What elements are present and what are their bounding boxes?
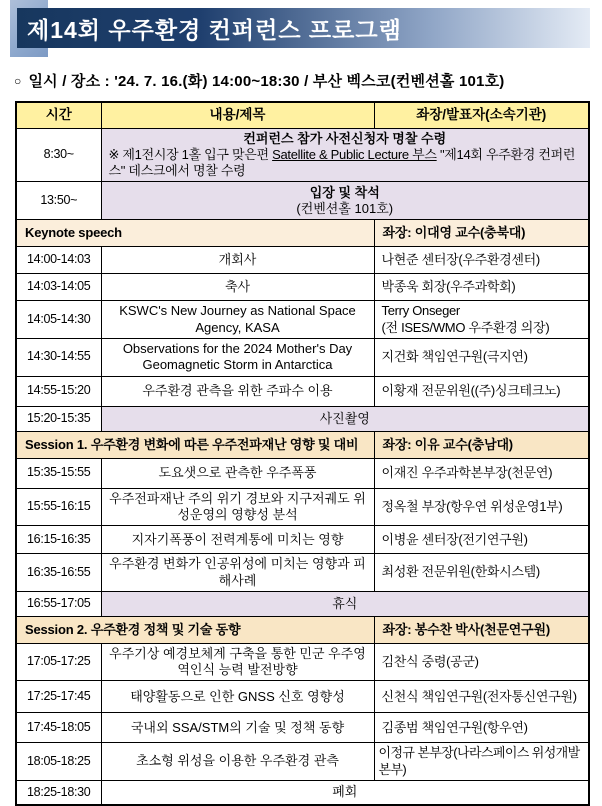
time-cell: 14:03-14:05 bbox=[16, 274, 101, 301]
time-cell: 17:45-18:05 bbox=[16, 713, 101, 743]
table-row bbox=[16, 681, 589, 713]
talk-title: 우주기상 예경보체계 구축을 통한 민군 우주영역인식 능력 발전방향 bbox=[101, 643, 374, 681]
talk-title: 지자기폭풍이 전력계통에 미치는 영향 bbox=[101, 526, 374, 554]
section-label: Session 2. 우주환경 정책 및 기술 동향 bbox=[16, 616, 374, 643]
section-row-keynote bbox=[16, 220, 589, 247]
time-cell: 15:20-15:35 bbox=[16, 406, 101, 431]
section-label: Keynote speech bbox=[16, 220, 374, 247]
speaker-cell: Terry Onseger (전 ISES/WMO 우주환경 의장) bbox=[374, 301, 589, 339]
speaker-cell: 김찬식 중령(공군) bbox=[374, 643, 589, 681]
table-row bbox=[16, 554, 589, 592]
speaker-cell: 최성환 전문위원(한화시스템) bbox=[374, 554, 589, 592]
talk-title: 태양활동으로 인한 GNSS 신호 영향성 bbox=[101, 681, 374, 713]
photo-session-cell: 사진촬영 bbox=[101, 406, 589, 431]
talk-title: 축사 bbox=[101, 274, 374, 301]
table-row bbox=[16, 247, 589, 274]
time-cell: 15:35-15:55 bbox=[16, 458, 101, 488]
time-cell: 16:15-16:35 bbox=[16, 526, 101, 554]
speaker-cell: 정옥철 부장(항우연 위성운영1부) bbox=[374, 488, 589, 526]
time-cell: 8:30~ bbox=[16, 128, 101, 182]
talk-title: 우주환경 변화가 인공위성에 미치는 영향과 피해사례 bbox=[101, 554, 374, 592]
table-row-entrance bbox=[16, 182, 589, 220]
table-row bbox=[16, 643, 589, 681]
section-row-session2 bbox=[16, 616, 589, 643]
section-label: Session 1. 우주환경 변화에 따른 우주전파재난 영향 및 대비 bbox=[16, 431, 374, 458]
time-cell: 18:25-18:30 bbox=[16, 780, 101, 805]
speaker-cell: 이재진 우주과학본부장(천문연) bbox=[374, 458, 589, 488]
talk-title: 우주전파재난 주의 위기 경보와 지구저궤도 위성운영의 영향성 분석 bbox=[101, 488, 374, 526]
title-bar bbox=[17, 8, 590, 48]
table-row-registration bbox=[16, 128, 589, 182]
table-row-break bbox=[16, 591, 589, 616]
talk-title: KSWC's New Journey as National Space Agency, KASA bbox=[101, 301, 374, 339]
col-header-chair: 좌장/발표자(소속기관) bbox=[374, 102, 589, 128]
program-table bbox=[15, 101, 590, 806]
booth-underlined-text: Satellite & Public Lecture 부스 bbox=[272, 146, 437, 162]
event-info-text: 일시 / 장소 : '24. 7. 16.(화) 14:00~18:30 / 부산 벡스코(컨벤션홀 101호) bbox=[28, 73, 505, 90]
entrance-cell: 입장 및 착석 (컨벤션홀 101호) bbox=[101, 182, 589, 220]
table-row-photo bbox=[16, 406, 589, 431]
table-row bbox=[16, 301, 589, 339]
speaker-cell: 이병윤 센터장(전기연구원) bbox=[374, 526, 589, 554]
time-cell: 17:25-17:45 bbox=[16, 681, 101, 713]
table-row bbox=[16, 488, 589, 526]
table-row bbox=[16, 458, 589, 488]
speaker-cell: 이황재 전문위원((주)싱크테크노) bbox=[374, 376, 589, 406]
section-chair: 좌장: 봉수찬 박사(천문연구원) bbox=[374, 616, 589, 643]
speaker-cell: 박종욱 회장(우주과학회) bbox=[374, 274, 589, 301]
speaker-cell: 신천식 책임연구원(전자통신연구원) bbox=[374, 681, 589, 713]
table-row bbox=[16, 713, 589, 743]
talk-title: 우주환경 관측을 위한 주파수 이용 bbox=[101, 376, 374, 406]
time-cell: 18:05-18:25 bbox=[16, 743, 101, 781]
speaker-cell: 지건화 책임연구원(극지연) bbox=[374, 338, 589, 376]
table-row bbox=[16, 526, 589, 554]
time-cell: 17:05-17:25 bbox=[16, 643, 101, 681]
time-cell: 16:35-16:55 bbox=[16, 554, 101, 592]
speaker-cell: 나현준 센터장(우주환경센터) bbox=[374, 247, 589, 274]
talk-title: 초소형 위성을 이용한 우주환경 관측 bbox=[101, 743, 374, 781]
circle-bullet-icon: ○ bbox=[14, 74, 22, 88]
closing-cell: 폐회 bbox=[101, 780, 589, 805]
time-cell: 14:30-14:55 bbox=[16, 338, 101, 376]
registration-notice-cell bbox=[101, 128, 589, 182]
section-row-session1 bbox=[16, 431, 589, 458]
time-cell: 14:00-14:03 bbox=[16, 247, 101, 274]
speaker-cell: 이정규 본부장(나라스페이스 위성개발본부) bbox=[374, 743, 589, 781]
talk-title: 도요샛으로 관측한 우주폭풍 bbox=[101, 458, 374, 488]
speaker-cell: 김종범 책임연구원(항우연) bbox=[374, 713, 589, 743]
col-header-content: 내용/제목 bbox=[101, 102, 374, 128]
time-cell: 16:55-17:05 bbox=[16, 591, 101, 616]
time-cell: 14:05-14:30 bbox=[16, 301, 101, 339]
break-cell: 휴식 bbox=[101, 591, 589, 616]
talk-title: 개회사 bbox=[101, 247, 374, 274]
event-info-line bbox=[14, 70, 602, 91]
time-cell: 14:55-15:20 bbox=[16, 376, 101, 406]
talk-title: Observations for the 2024 Mother's Day Geomagnetic Storm in Antarctica bbox=[101, 338, 374, 376]
col-header-time: 시간 bbox=[16, 102, 101, 128]
section-chair: 좌장: 이유 교수(충남대) bbox=[374, 431, 589, 458]
time-cell: 15:55-16:15 bbox=[16, 488, 101, 526]
table-header-row bbox=[16, 102, 589, 128]
notice-title: 컨퍼런스 참가 사전신청자 명찰 수령 bbox=[243, 130, 447, 146]
page-title: 제14회 우주환경 컨퍼런스 프로그램 bbox=[27, 16, 402, 43]
table-row bbox=[16, 743, 589, 781]
table-row bbox=[16, 274, 589, 301]
talk-title: 국내외 SSA/STM의 기술 및 정책 동향 bbox=[101, 713, 374, 743]
time-cell: 13:50~ bbox=[16, 182, 101, 220]
table-row-closing bbox=[16, 780, 589, 805]
notice-body: ※ 제1전시장 1홀 입구 맞은편 Satellite & Public Lecture 부스 "제14회 우주환경 컨퍼런스" 데스크에서 명찰 수령 bbox=[108, 146, 576, 178]
title-banner bbox=[0, 0, 602, 57]
table-row bbox=[16, 376, 589, 406]
section-chair: 좌장: 이대영 교수(충북대) bbox=[374, 220, 589, 247]
table-row bbox=[16, 338, 589, 376]
